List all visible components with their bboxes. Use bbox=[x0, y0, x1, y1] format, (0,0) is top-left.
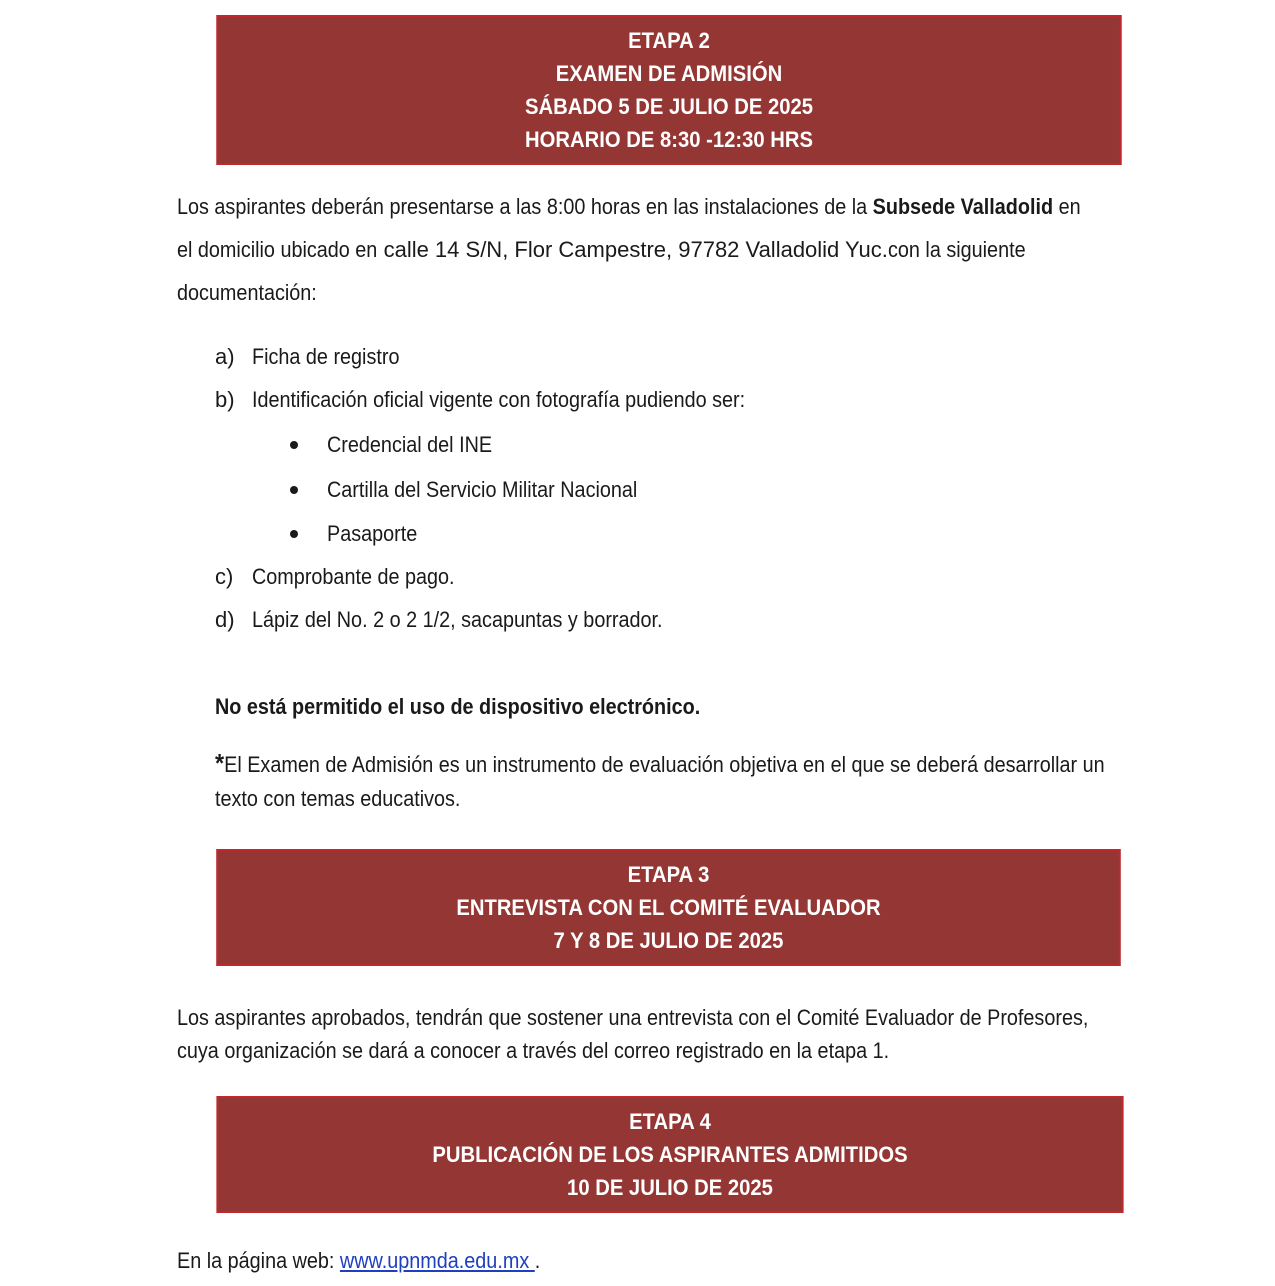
intro-line-2 bbox=[177, 237, 1041, 263]
id-option: Cartilla del Servicio Militar Nacional bbox=[327, 477, 638, 502]
etapa-2-title: ETAPA 2 bbox=[628, 28, 710, 53]
etapa-2-subtitle: EXAMEN DE ADMISIÓN bbox=[555, 61, 783, 86]
bullet-icon bbox=[290, 530, 298, 538]
doc-label-b: b) bbox=[215, 387, 235, 412]
intro-subsede: Subsede Valladolid bbox=[872, 194, 1054, 219]
web-prefix: En la página web: bbox=[177, 1248, 340, 1273]
etapa-4-subtitle: PUBLICACIÓN DE LOS ASPIRANTES ADMITIDOS bbox=[432, 1142, 908, 1167]
intro-line-1 bbox=[177, 194, 1181, 220]
list-item: Ficha de registro bbox=[252, 344, 400, 369]
interview-line-1: Los aspirantes aprobados, tendrán que sostener una entrevista con el Comité Evaluador de Profesores, bbox=[177, 1005, 1089, 1030]
etapa-2-date: SÁBADO 5 DE JULIO DE 2025 bbox=[525, 94, 813, 119]
etapa-3-title: ETAPA 3 bbox=[627, 862, 710, 887]
list-item: Lápiz del No. 2 o 2 1/2, sacapuntas y borrador. bbox=[252, 607, 663, 632]
web-suffix: . bbox=[534, 1248, 541, 1273]
etapa-3-date: 7 Y 8 DE JULIO DE 2025 bbox=[553, 928, 784, 953]
id-option: Credencial del INE bbox=[327, 432, 493, 457]
note-asterisk: * bbox=[215, 748, 225, 778]
etapa-2-banner bbox=[216, 15, 1121, 165]
web-line bbox=[177, 1248, 581, 1274]
intro-address: calle 14 S/N, Flor Campestre, 97782 Valladolid Yuc. bbox=[383, 237, 888, 262]
bullet-icon bbox=[290, 441, 298, 449]
id-option: Pasaporte bbox=[327, 521, 418, 546]
intro-text-1: Los aspirantes deberán presentarse a las 8:00 horas en las instalaciones de la bbox=[177, 194, 873, 219]
list-item: Comprobante de pago. bbox=[252, 564, 455, 589]
doc-label-a: a) bbox=[215, 344, 235, 369]
intro-text-4: con la siguiente bbox=[887, 237, 1026, 262]
etapa-4-title: ETAPA 4 bbox=[629, 1109, 711, 1134]
doc-label-c: c) bbox=[215, 564, 234, 589]
note-line-1 bbox=[215, 748, 1204, 779]
intro-text-3: el domicilio ubicado en bbox=[177, 237, 378, 262]
warning-text: No está permitido el uso de dispositivo electrónico. bbox=[215, 694, 701, 719]
website-link[interactable]: www.upnmda.edu.mx bbox=[339, 1248, 535, 1273]
bullet-icon bbox=[290, 486, 298, 494]
etapa-3-subtitle: ENTREVISTA CON EL COMITÉ EVALUADOR bbox=[456, 895, 881, 920]
intro-line-3 bbox=[177, 280, 332, 306]
note-text-1: El Examen de Admisión es un instrumento de evaluación objetiva en el que se deberá desarrollar un bbox=[224, 752, 1105, 777]
interview-line-2: cuya organización se dará a conocer a través del correo registrado en la etapa 1. bbox=[177, 1038, 890, 1063]
doc-label-d: d) bbox=[215, 607, 235, 632]
etapa-4-banner bbox=[216, 1096, 1123, 1213]
etapa-3-banner bbox=[216, 849, 1120, 966]
note-line-2: texto con temas educativos. bbox=[215, 786, 461, 811]
etapa-2-schedule: HORARIO DE 8:30 -12:30 HRS bbox=[525, 127, 813, 152]
etapa-4-date: 10 DE JULIO DE 2025 bbox=[567, 1175, 773, 1200]
list-item: Identificación oficial vigente con fotografía pudiendo ser: bbox=[252, 387, 746, 412]
intro-text-5: documentación: bbox=[177, 280, 317, 305]
intro-text-2: en bbox=[1053, 194, 1081, 219]
